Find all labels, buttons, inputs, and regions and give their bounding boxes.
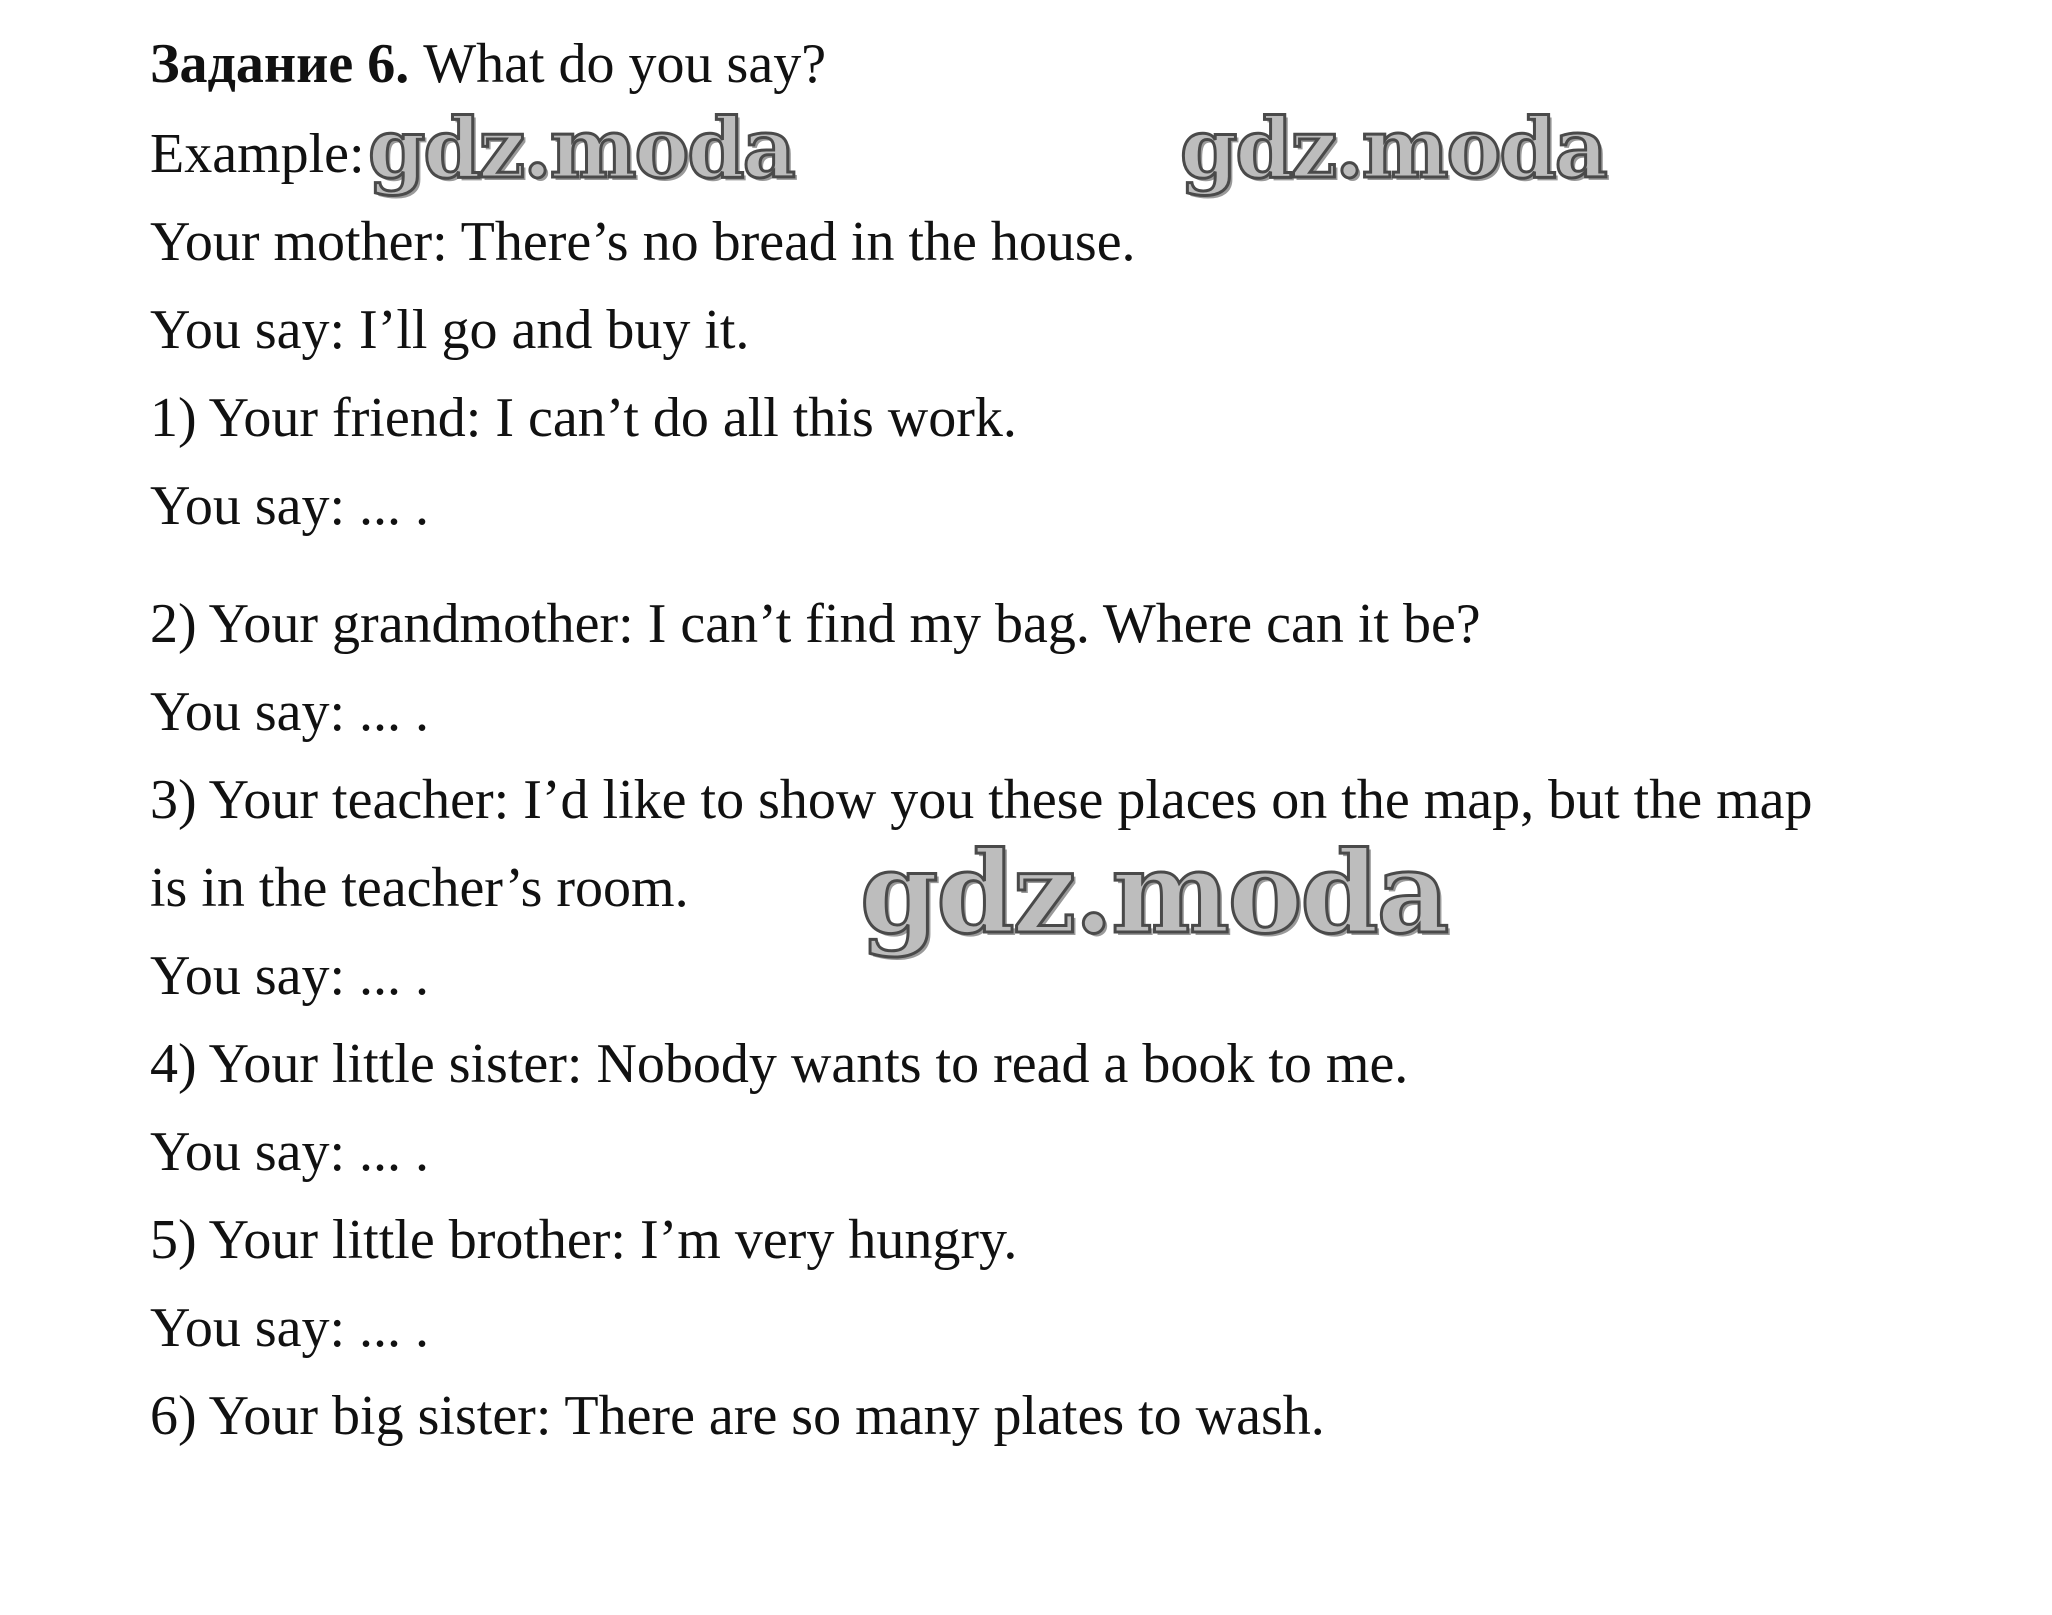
item-5-response: You say: ... . bbox=[150, 1297, 430, 1359]
item-3-response: You say: ... . bbox=[150, 945, 430, 1007]
task-heading bbox=[150, 32, 826, 96]
watermark-1: gdz.moda bbox=[368, 101, 794, 197]
item-5-prompt: 5) Your little brother: I’m very hungry. bbox=[150, 1209, 1018, 1271]
item-6-prompt: 6) Your big sister: There are so many plates to wash. bbox=[150, 1385, 1325, 1447]
watermark-2: gdz.moda bbox=[1180, 101, 1606, 197]
watermark-3: gdz.moda bbox=[860, 828, 1448, 959]
task-title: What do you say? bbox=[409, 33, 827, 95]
item-3-prompt-continued: is in the teacher’s room. bbox=[150, 857, 689, 919]
item-2-prompt: 2) Your grandmother: I can’t find my bag. Where can it be? bbox=[150, 593, 1481, 655]
item-2-response: You say: ... . bbox=[150, 681, 430, 743]
task-label: Задание 6. bbox=[150, 33, 410, 95]
item-1-response: You say: ... . bbox=[150, 475, 430, 537]
example-answer-line: You say: I’ll go and buy it. bbox=[150, 299, 750, 361]
example-mother-line: Your mother: There’s no bread in the house. bbox=[150, 211, 1136, 273]
item-1-prompt: 1) Your friend: I can’t do all this work. bbox=[150, 387, 1017, 449]
item-4-response: You say: ... . bbox=[150, 1121, 430, 1183]
item-4-prompt: 4) Your little sister: Nobody wants to read a book to me. bbox=[150, 1033, 1409, 1095]
example-label: Example: bbox=[150, 123, 365, 185]
item-3-prompt: 3) Your teacher: I’d like to show you these places on the map, but the map bbox=[150, 769, 1813, 831]
